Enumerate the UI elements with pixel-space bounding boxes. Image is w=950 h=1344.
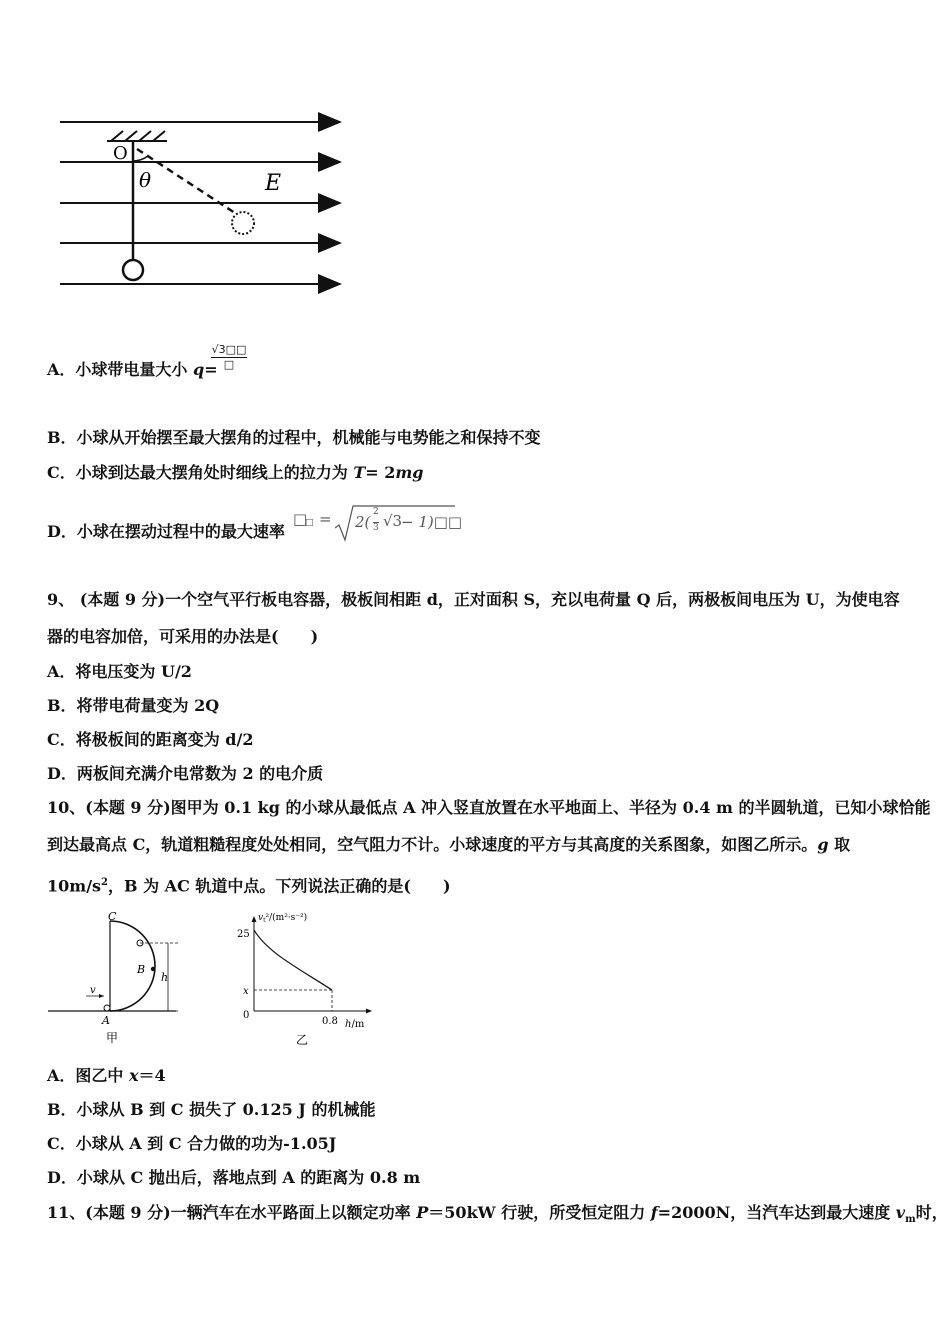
point-a-ball [104,1005,110,1011]
q9-option-c: C．将极板间的距离变为 d/2 [47,730,254,749]
q9-option-d: D．两板间充满介电常数为 2 的电介质 [47,764,324,783]
y-tick-0: 0 [243,1010,250,1021]
q8-option-a: A．小球带电量大小 q= [47,360,218,379]
angle-arc [133,156,148,161]
q10-stem-line3: $10m/s^2$，B 为 AC 轨道中点。下列说法正确的是( ) [47,876,451,896]
y-tick-25: 25 [237,929,250,940]
q9-option-a: A．将电压变为 U/2 [47,662,192,681]
field-lines [60,122,340,284]
q10-option-c: C．小球从 A 到 C 合力做的功为-1.05J [47,1134,337,1153]
q10-option-a: A．图乙中 x＝4 [47,1066,166,1085]
v2-h-graph [228,908,378,1048]
label-v: v [90,985,96,996]
y-axis-label: $v_t^2/(m^2\cdot s^{-2})$ [258,913,308,924]
point-b-dot [151,967,155,971]
deflected-ball [232,212,254,234]
q10-stem-line1: 10、(本题 9 分)图甲为 0.1 kg 的小球从最低点 A 冲入竖直放置在水平地面上、半径为 0.4 m 的半圆轨道，已知小球恰能 [47,798,931,817]
label-b: B [137,963,146,976]
x-axis-label: h/m [345,1019,365,1030]
q10-stem-line2: 到达最高点 C，轨道粗糙程度处处相同，空气阻力不计。小球速度的平方与其高度的关系图象，如图乙所示。g 取 [47,835,851,854]
q8-option-c: C．小球到达最大摆角处时细线上的拉力为 T= 2mg [47,463,424,482]
label-h: h [161,971,169,984]
pendulum-ball [123,260,143,280]
q11-stem-line1: 11、(本题 9 分)一辆汽车在水平路面上以额定功率 P＝50kW 行驶，所受恒定阻力 f=2000N，当汽车达到最大速度 $v_m$时， [47,1203,948,1226]
x-tick-08: 0.8 [322,1016,338,1027]
semicircle-track-figure [48,908,188,1048]
caption-yi: 乙 [296,1033,309,1047]
q9-stem-line1: 9、 (本题 9 分)一个空气平行板电容器，极板间相距 d，正对面积 S，充以电荷量 Q 后，两极板间电压为 U，为使电容 [47,590,900,609]
ceiling-support [107,131,167,141]
q8-option-b: B．小球从开始摆至最大摆角的过程中，机械能与电势能之和保持不变 [47,428,541,447]
theta-label: θ [139,168,152,192]
q10-option-b: B．小球从 B 到 C 损失了 0.125 J 的机械能 [47,1100,376,1119]
point-o-label: O [113,143,128,164]
q8-option-d: D．小球在摆动过程中的最大速率 [47,522,285,541]
track-arc [110,921,155,1011]
y-tick-x: x [243,986,249,997]
q9-option-b: B．将带电荷量变为 2Q [47,696,220,715]
v2-curve [254,930,332,990]
label-a: A [102,1014,110,1027]
caption-jia: 甲 [106,1031,119,1045]
q10-option-d: D．小球从 C 抛出后，落地点到 A 的距离为 0.8 m [47,1168,421,1187]
q8-a-fraction: √3□□ □ [211,343,247,371]
pendulum-field-figure [55,105,355,305]
q9-stem-line2: 器的电容加倍，可采用的办法是( ) [47,627,319,646]
field-e-label: E [265,171,282,196]
label-c: C [108,910,117,923]
